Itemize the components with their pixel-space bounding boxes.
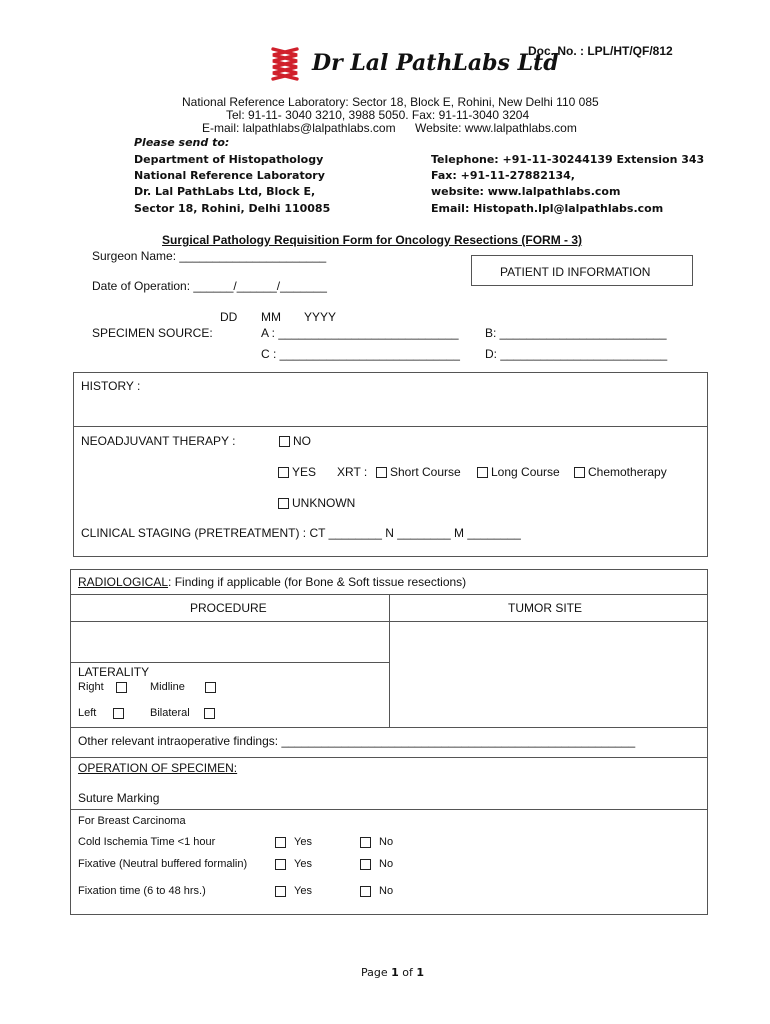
date-yyyy-label: YYYY (304, 310, 337, 324)
surgeon-name-field[interactable]: Surgeon Name: ______________________ (92, 249, 327, 263)
neoadjuvant-no-label: NO (293, 434, 311, 448)
breast-carcinoma-label: For Breast Carcinoma (78, 815, 186, 827)
checkbox-icon[interactable] (376, 467, 387, 478)
fixative-label: Fixative (Neutral buffered formalin) (78, 858, 248, 870)
laterality-right-option[interactable] (78, 681, 130, 693)
checkbox-icon[interactable] (113, 708, 124, 719)
company-name: Dr Lal PathLabs Ltd (312, 50, 559, 76)
chemotherapy-label: Chemotherapy (588, 465, 667, 479)
neoadjuvant-yes-label: YES (292, 465, 317, 479)
laterality-midline-option[interactable] (150, 681, 219, 693)
yes-label: Yes (294, 885, 312, 897)
patient-id-box[interactable] (471, 255, 693, 286)
specimen-b-field[interactable]: B: _________________________ (485, 326, 667, 340)
neoadjuvant-no-option[interactable] (279, 434, 311, 448)
operation-of-specimen-label: OPERATION OF SPECIMEN: (78, 761, 238, 775)
cold-ischemia-label: Cold Ischemia Time <1 hour (78, 836, 216, 848)
address-line-1: National Reference Laboratory: Sector 18, Block E, Rohini, New Delhi 110 085 (182, 95, 599, 109)
procedure-header: PROCEDURE (190, 601, 267, 615)
date-dd-label: DD (220, 310, 238, 324)
send-to-left-2: National Reference Laboratory (134, 169, 325, 182)
fixation-time-no-option[interactable] (360, 885, 393, 897)
address-email: E-mail: lalpathlabs@lalpathlabs.com (202, 121, 396, 135)
bilateral-label: Bilateral (150, 707, 190, 719)
history-label: HISTORY : (81, 379, 141, 393)
radiological-label: RADIOLOGICAL (78, 575, 169, 589)
chemotherapy-option[interactable] (574, 465, 667, 479)
checkbox-icon[interactable] (477, 467, 488, 478)
lalpathlabs-logo-icon (270, 46, 300, 82)
fixative-yes-option[interactable] (275, 858, 312, 870)
fixation-time-yes-option[interactable] (275, 885, 312, 897)
laterality-bilateral-option[interactable] (150, 707, 218, 719)
specimen-a-field[interactable]: A : ___________________________ (261, 326, 459, 340)
page-label: Page (361, 966, 392, 979)
page-current: 1 (391, 966, 399, 979)
address-website: Website: www.lalpathlabs.com (415, 121, 577, 135)
no-label: No (379, 858, 394, 870)
address-line-2: Tel: 91-11- 3040 3210, 3988 5050. Fax: 91-11-3040 3204 (226, 108, 530, 122)
table-column-divider (389, 594, 390, 727)
tumor-site-header: TUMOR SITE (508, 601, 582, 615)
send-to-telephone: Telephone: +91-11-30244139 Extension 343 (431, 153, 705, 166)
short-course-label: Short Course (390, 465, 461, 479)
date-mm-label: MM (261, 310, 281, 324)
unknown-label: UNKNOWN (292, 496, 356, 510)
radiological-heading (78, 575, 466, 589)
checkbox-icon[interactable] (360, 837, 371, 848)
cold-ischemia-no-option[interactable] (360, 836, 393, 848)
page-number (361, 966, 424, 979)
page-of-label: of (398, 966, 417, 979)
midline-label: Midline (150, 681, 185, 693)
fixative-no-option[interactable] (360, 858, 393, 870)
send-to-left-4: Sector 18, Rohini, Delhi 110085 (134, 202, 331, 215)
checkbox-icon[interactable] (275, 837, 286, 848)
checkbox-icon[interactable] (275, 886, 286, 897)
page-total: 1 (416, 966, 425, 979)
suture-marking-label: Suture Marking (78, 791, 160, 805)
laterality-left-option[interactable] (78, 707, 127, 719)
checkbox-icon[interactable] (116, 682, 127, 693)
date-of-operation-field[interactable]: Date of Operation: ______/______/_______ (92, 279, 327, 293)
checkbox-icon[interactable] (204, 708, 215, 719)
other-findings-field[interactable]: Other relevant intraoperative findings: _____________________________________________________ (78, 734, 636, 748)
no-label: No (379, 836, 394, 848)
history-divider (73, 426, 708, 427)
procedure-row-divider (70, 662, 389, 663)
fixation-time-label: Fixation time (6 to 48 hrs.) (78, 885, 206, 897)
checkbox-icon[interactable] (360, 859, 371, 870)
doc-number: Doc. No. : LPL/HT/QF/812 (528, 44, 673, 58)
xrt-short-course-option[interactable] (376, 465, 461, 479)
xrt-label: XRT : (337, 465, 368, 479)
right-label: Right (78, 681, 104, 693)
send-to-label: Please send to: (134, 136, 230, 149)
checkbox-icon[interactable] (360, 886, 371, 897)
long-course-label: Long Course (491, 465, 560, 479)
specimen-source-label: SPECIMEN SOURCE: (92, 326, 213, 340)
specimen-c-field[interactable]: C : ___________________________ (261, 347, 460, 361)
neoadjuvant-yes-option[interactable] (278, 465, 316, 479)
neoadjuvant-label: NEOADJUVANT THERAPY : (81, 434, 236, 448)
findings-divider (70, 757, 708, 758)
yes-label: Yes (294, 836, 312, 848)
cold-ischemia-yes-option[interactable] (275, 836, 312, 848)
laterality-label: LATERALITY (78, 665, 150, 679)
send-to-email: Email: Histopath.lpl@lalpathlabs.com (431, 202, 664, 215)
checkbox-icon[interactable] (275, 859, 286, 870)
checkbox-icon[interactable] (205, 682, 216, 693)
checkbox-icon[interactable] (574, 467, 585, 478)
send-to-fax: Fax: +91-11-27882134, (431, 169, 575, 182)
patient-id-label: PATIENT ID INFORMATION (500, 265, 651, 279)
no-label: No (379, 885, 394, 897)
send-to-left-1: Department of Histopathology (134, 153, 324, 166)
yes-label: Yes (294, 858, 312, 870)
left-label: Left (78, 707, 97, 719)
send-to-website: website: www.lalpathlabs.com (431, 185, 621, 198)
clinical-staging-field[interactable]: CLINICAL STAGING (PRETREATMENT) : CT ________ N ________ M ________ (81, 526, 521, 540)
neoadjuvant-unknown-option[interactable] (278, 496, 355, 510)
laterality-divider (70, 727, 708, 728)
xrt-long-course-option[interactable] (477, 465, 560, 479)
checkbox-icon[interactable] (278, 498, 289, 509)
form-title: Surgical Pathology Requisition Form for Oncology Resections (FORM - 3) (162, 233, 583, 247)
suture-divider (70, 809, 708, 810)
send-to-left-3: Dr. Lal PathLabs Ltd, Block E, (134, 185, 316, 198)
specimen-d-field[interactable]: D: _________________________ (485, 347, 668, 361)
checkbox-icon[interactable] (278, 467, 289, 478)
radiological-description: : Finding if applicable (for Bone & Soft tissue resections) (168, 575, 467, 589)
checkbox-icon[interactable] (279, 436, 290, 447)
